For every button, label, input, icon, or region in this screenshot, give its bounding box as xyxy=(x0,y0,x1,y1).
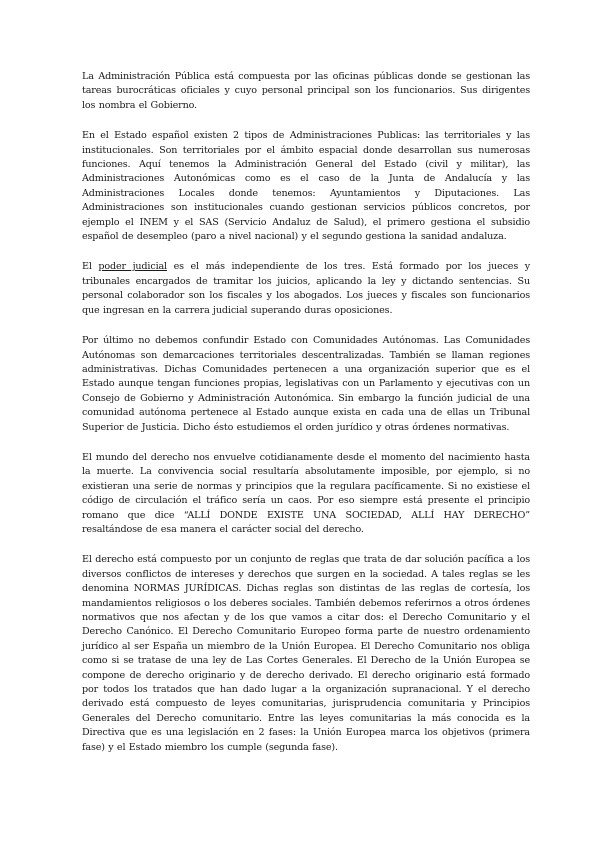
paragraph-mundo-derecho: El mundo del derecho nos envuelve cotidianamente desde el momento del nacimiento hasta la muerte. La convivencia social resultaría absolutamente imposible, por ejemplo, si no existieran una serie de normas y principios que la regulara pacíficamente. Si no existiese el código de circulación el tráfico sería un caos. Por eso siempre está presente el principio romano que dice “ALLÍ DONDE EXISTE UNA SOCIEDAD, ALLÍ HAY DERECHO” resaltándose de esa manera el carácter social del derecho. xyxy=(82,451,530,535)
poder-judicial-link[interactable]: poder judicial xyxy=(98,261,167,273)
document-page xyxy=(82,70,530,771)
paragraph-comunidades-autonomas: Por último no debemos confundir Estado con Comunidades Autónomas. Las Comunidades Autónomas son demarcaciones territoriales descentralizadas. También se llaman regiones administrativas. Dichas Comunidades pertenecen a una organización superior que es el Estado aunque tengan funciones propias, legislativas con un Parlamento y ejecutivas con un Consejo de Gobierno y Administración Autonómica. Sin embargo la función judicial de una comunidad autónoma pertenece al Estado aunque exista en cada una de ellas un Tribunal Superior de Justicia. Dicho ésto estudiemos el orden jurídico y otras órdenes normativas. xyxy=(82,335,530,433)
paragraph-normas-juridicas: El derecho está compuesto por un conjunto de reglas que trata de dar solución pacífica a los diversos conflictos de intereses y derechos que surgen en la sociedad. A tales reglas se les denomina NORMAS JURÍDICAS. Dichas reglas son distintas de las reglas de cortesía, los mandamientos religiosos o los deberes sociales. También debemos referirnos a otros órdenes normativos que nos afectan y de los que vamos a citar dos: el Derecho Comunitario y el Derecho Canónico. El Derecho Comunitario Europeo forma parte de nuestro ordenamiento jurídico al ser España un miembro de la Unión Europea. El Derecho Comunitario nos obliga como si se tratase de una ley de Las Cortes Generales. El Derecho de la Unión Europea se compone de derecho originario y de derecho derivado. El derecho originario está formado por todos los tratados que han dado lugar a la organización supranacional. Y el derecho derivado está compuesto de leyes comunitarias, jurisprudencia comunitaria y Principios Generales del Derecho comunitario. Entre las leyes comunitarias la más conocida es la Directiva que es una legislación en 2 fases: la Unión Europea marca los objetivos (primera fase) y el Estado miembro los cumple (segunda fase). xyxy=(82,554,530,753)
judicial-text-after: es el más independiente de los tres. Está formado por los jueces y tribunales encargados de tramitar los juicios, aplicando la ley y dictando sentencias. Su personal colaborador son los fiscales y los abogados. Los jueces y fiscales son funcionarios que ingresan en la carrera judicial superando duras oposiciones. xyxy=(82,261,530,316)
judicial-text-before: El xyxy=(82,261,99,273)
paragraph-tipos-administraciones: En el Estado español existen 2 tipos de Administraciones Publicas: las territoriales y las institucionales. Son territoriales por el ámbito espacial donde desarrollan sus numerosas funciones. Aquí tenemos la Administración General del Estado (civil y militar), las Administraciones Autonómicas como es el caso de la Junta de Andalucía y las Administraciones Locales donde tenemos: Ayuntamientos y Diputaciones. Las Administraciones son institucionales cuando gestionan servicios públicos concretos, por ejemplo el INEM y el SAS (Servicio Andaluz de Salud), el primero gestiona el subsidio español de desempleo (paro a nivel nacional) y el segundo gestiona la sanidad andaluza. xyxy=(82,130,530,243)
paragraph-administracion-publica: La Administración Pública está compuesta por las oficinas públicas donde se gestionan las tareas burocráticas oficiales y cuyo personal principal son los funcionarios. Sus dirigentes los nombra el Gobierno. xyxy=(82,71,530,111)
paragraph-poder-judicial xyxy=(82,260,530,318)
